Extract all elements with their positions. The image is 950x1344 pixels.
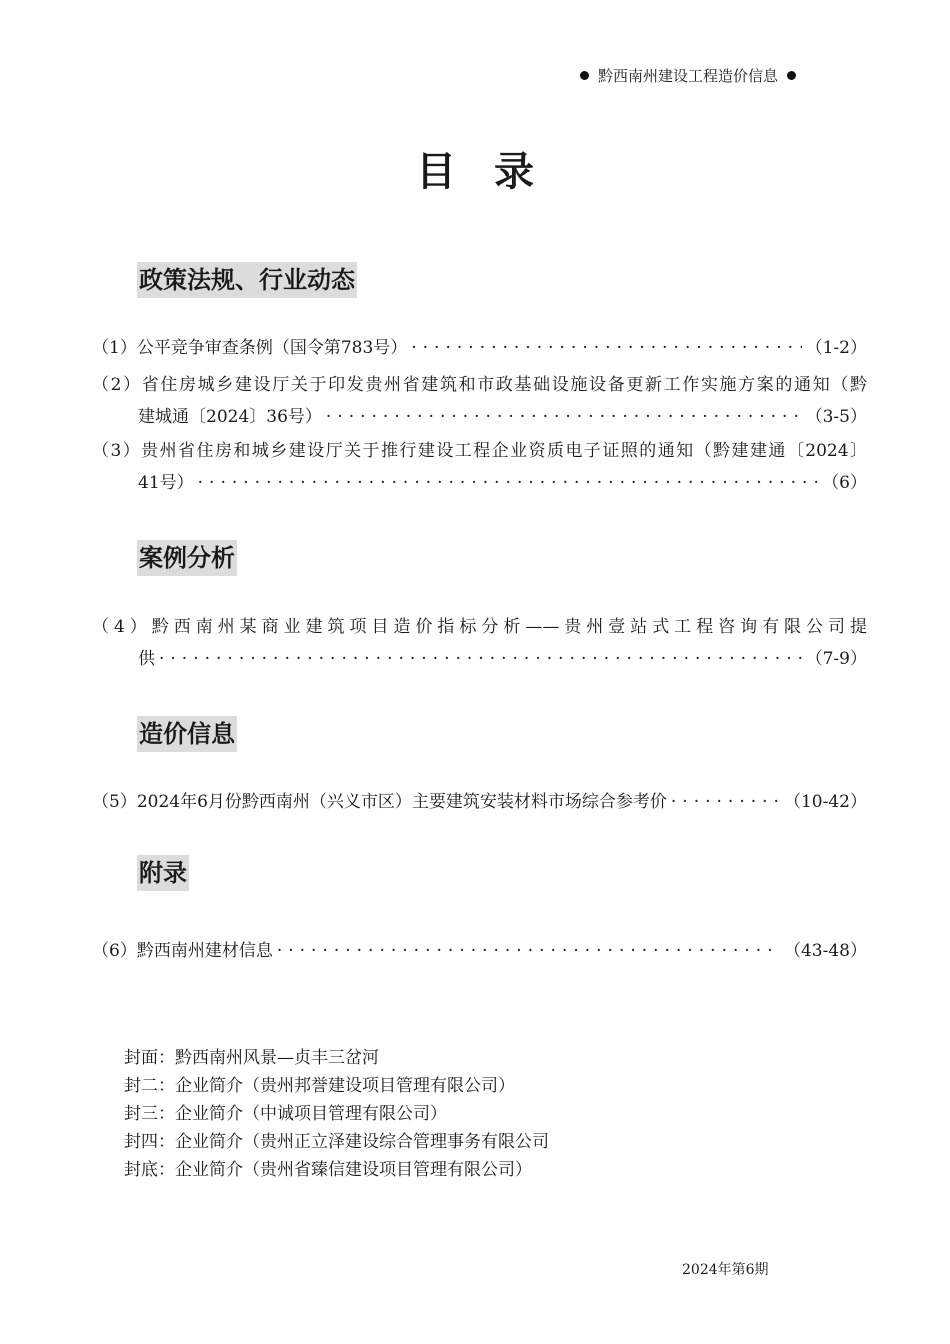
issue-number: 2024年第6期 [682, 1262, 769, 1278]
dot-leader [411, 332, 801, 364]
page-title: 目录 [416, 149, 572, 195]
header-text: 黔西南州建设工程造价信息 [598, 66, 779, 85]
dot-leader [671, 786, 780, 818]
cover-notes [124, 1044, 549, 1184]
section-title-cost-info: 造价信息 [137, 716, 237, 752]
section-title-appendix: 附录 [137, 855, 189, 891]
entry-title-continued: 建城通〔2024〕36号） [138, 407, 322, 427]
entry-page: （6） [822, 473, 867, 493]
cover-second: 封二：企业简介（贵州邦誉建设项目管理有限公司） [124, 1076, 515, 1096]
entry-title: （3）贵州省住房和城乡建设厅关于推行建设工程企业资质电子证照的通知（黔建建通〔2024〕 [92, 441, 867, 461]
dot-leader [198, 467, 819, 499]
cover-front: 封面：黔西南州风景—贞丰三岔河 [124, 1048, 379, 1068]
entry-title: （1）公平竞争审查条例（国令第783号） [92, 338, 408, 358]
entry-page: （43-48） [783, 941, 867, 961]
running-header [580, 64, 830, 86]
toc-entry-2[interactable] [92, 369, 867, 433]
section-title-case-analysis: 案例分析 [137, 540, 237, 576]
entry-page: （7-9） [805, 649, 867, 669]
entry-page: （3-5） [805, 407, 867, 427]
bullet-icon [580, 71, 589, 80]
toc-entry-4[interactable] [92, 611, 867, 675]
entry-page: （10-42） [783, 792, 867, 812]
entry-title: （5）2024年6月份黔西南州（兴义市区）主要建筑安装材料市场综合参考价 [92, 792, 667, 812]
section-title-policy: 政策法规、行业动态 [137, 262, 357, 298]
cover-fourth: 封四：企业简介（贵州正立泽建设综合管理事务有限公司 [124, 1132, 549, 1152]
cover-third: 封三：企业简介（中诚项目管理有限公司） [124, 1104, 447, 1124]
dot-leader [326, 401, 802, 433]
toc-entry-6[interactable] [92, 935, 867, 967]
dot-leader [159, 643, 802, 675]
entry-title: （2）省住房城乡建设厅关于印发贵州省建筑和市政基础设施设备更新工作实施方案的通知（黔 [92, 375, 867, 395]
entry-title: （4）黔西南州某商业建筑项目造价指标分析——贵州壹站式工程咨询有限公司提 [92, 617, 867, 637]
toc-entry-5[interactable] [92, 786, 867, 818]
cover-back: 封底：企业简介（贵州省臻信建设项目管理有限公司） [124, 1160, 532, 1180]
toc-entry-3[interactable] [92, 435, 867, 499]
bullet-icon [787, 71, 796, 80]
entry-title: （6）黔西南州建材信息 [92, 941, 273, 961]
entry-page: （1-2） [805, 338, 867, 358]
entry-title-continued: 41号） [138, 473, 194, 493]
dot-leader [277, 935, 780, 967]
toc-entry-1[interactable] [92, 332, 867, 364]
entry-title-continued: 供 [138, 649, 155, 669]
